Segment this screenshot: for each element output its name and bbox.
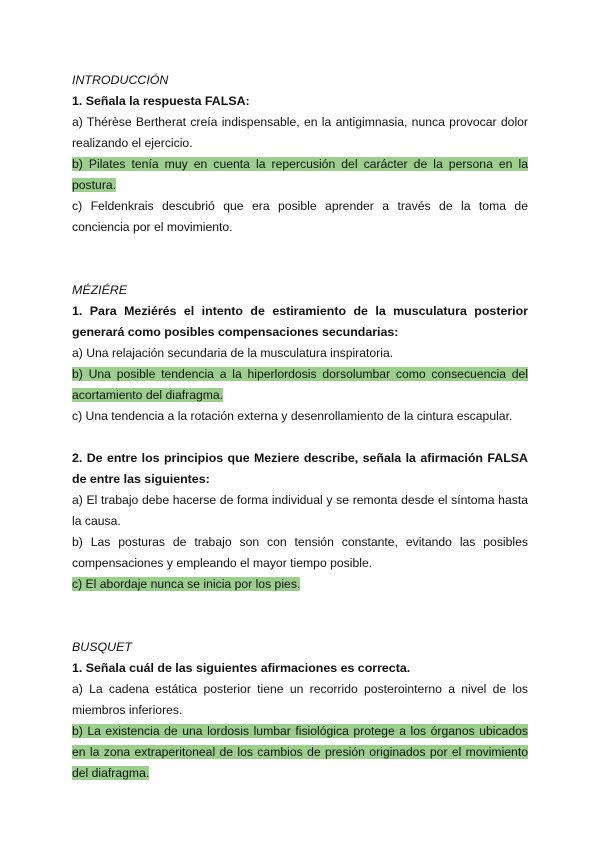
option-text: a) Una relajación secundaria de la musculatura inspiratoria. [72, 346, 394, 360]
answer-option-c [72, 196, 528, 238]
question-text: 1. Señala la respuesta FALSA: [72, 94, 250, 108]
answer-option-a [72, 679, 528, 721]
section-title-introduccion: INTRODUCCIÓN [72, 73, 169, 87]
answer-option-b [72, 721, 528, 784]
answer-option-a [72, 343, 528, 364]
answer-option-a [72, 490, 528, 532]
question-text: 1. Señala cuál de las siguientes afirmaciones es correcta. [72, 661, 411, 675]
option-text: c) Una tendencia a la rotación externa y desenrollamiento de la cintura escapular. [72, 409, 513, 423]
highlighted-answer: b) La existencia de una lordosis lumbar fisiológica protege a los órganos ubicados en la zona extraperitoneal de los cambios de presión originados por el movimiento del diafragma. [72, 724, 528, 780]
answer-option-b [72, 364, 528, 406]
highlighted-answer: b) Una posible tendencia a la hiperlordosis dorsolumbar como consecuencia del acortamiento del diafragma. [72, 367, 528, 402]
answer-option-c [72, 574, 528, 595]
option-text: c) Feldenkrais descubrió que era posible aprender a través de la toma de conciencia por el movimiento. [72, 199, 528, 234]
highlighted-answer: c) El abordaje nunca se inicia por los pies. [72, 577, 301, 591]
option-text: b) Las posturas de trabajo son con tensión constante, evitando las posibles compensaciones y empleando el mayor tiempo posible. [72, 535, 528, 570]
answer-option-b [72, 154, 528, 196]
option-text: a) El trabajo debe hacerse de forma individual y se remonta desde el síntoma hasta la causa. [72, 493, 528, 528]
question-text: 1. Para Meziérés el intento de estiramiento de la musculatura posterior generará como posibles compensaciones secundarias: [72, 304, 528, 339]
answer-option-b [72, 532, 528, 574]
option-text: a) La cadena estática posterior tiene un recorrido posterointerno a nivel de los miembros inferiores. [72, 682, 528, 717]
answer-option-a [72, 112, 528, 154]
option-text: a) Thérèse Bertherat creía indispensable, en la antigimnasia, nunca provocar dolor realizando el ejercicio. [72, 115, 528, 150]
question-text: 2. De entre los principios que Meziere describe, señala la afirmación FALSA de entre las siguientes: [72, 451, 528, 486]
document-page [72, 70, 528, 784]
section-title-busquet: BUSQUET [72, 640, 132, 654]
highlighted-answer: b) Pilates tenía muy en cuenta la repercusión del carácter de la persona en la postura. [72, 157, 528, 192]
answer-option-c [72, 406, 528, 427]
section-title-meziere: MÉZIÉRE [72, 283, 128, 297]
